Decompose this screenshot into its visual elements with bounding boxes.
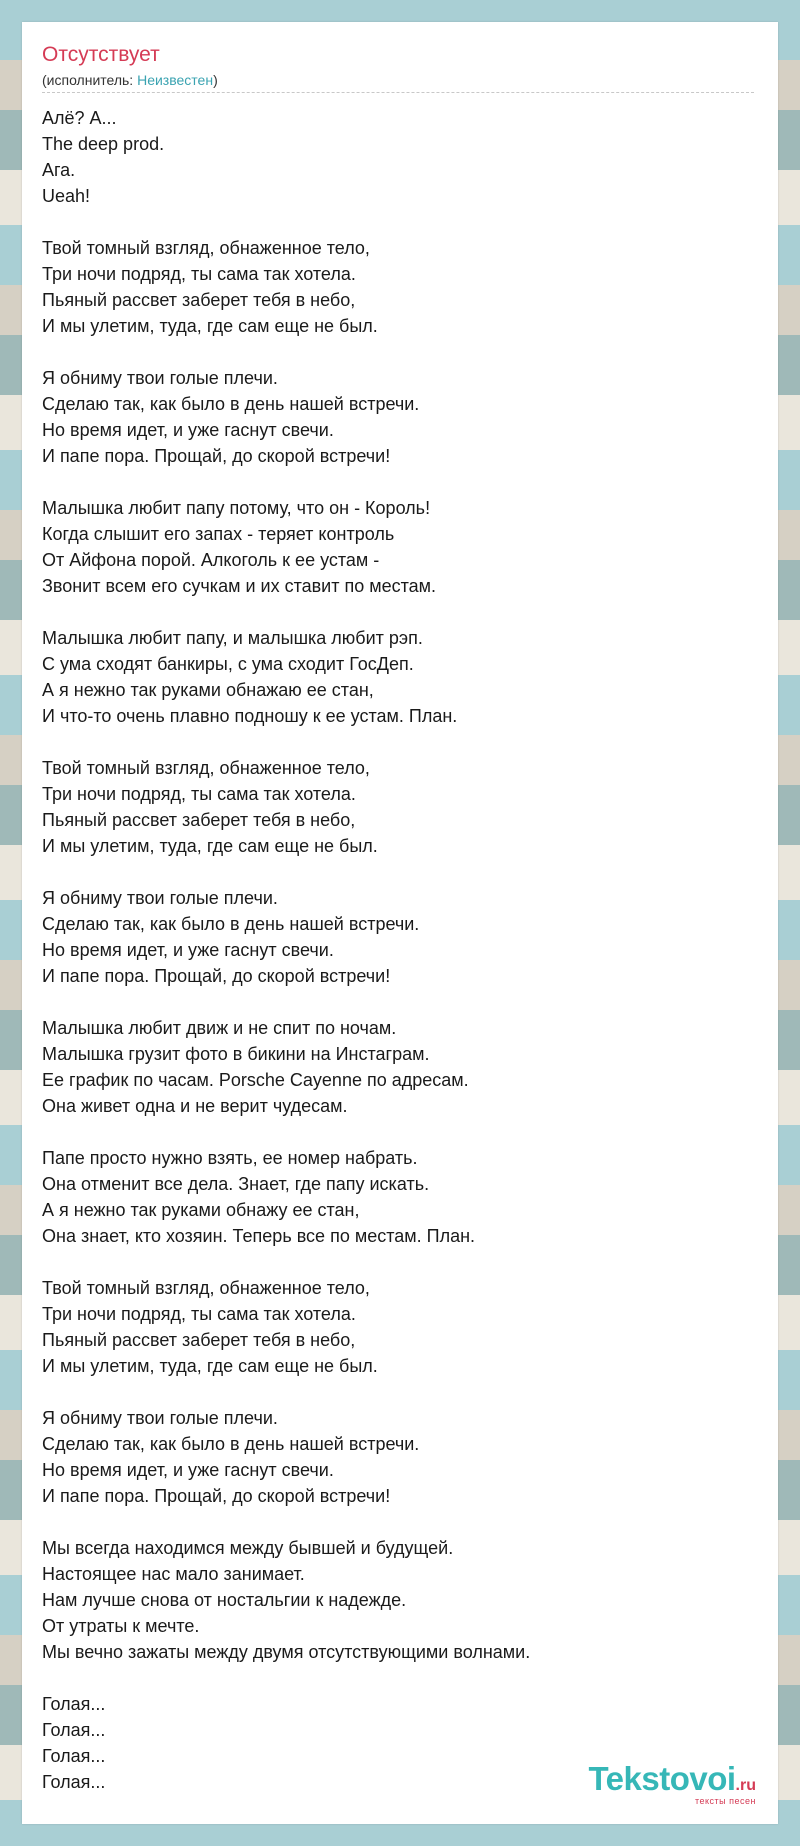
lyrics-line: Три ночи подряд, ты сама так хотела. [42, 1304, 356, 1324]
lyrics-stanza [42, 1015, 762, 1119]
lyrics-line: Звонит всем его сучкам и их ставит по местам. [42, 576, 437, 596]
lyrics-text [42, 105, 762, 1821]
lyrics-line: Малышка любит папу потому, что он - Король! [42, 498, 431, 518]
lyrics-line: И папе пора. Прощай, до скорой встречи! [42, 1486, 391, 1506]
lyrics-line: И мы улетим, туда, где сам еще не был. [42, 316, 378, 336]
lyrics-line: Сделаю так, как было в день нашей встречи. [42, 1434, 420, 1454]
lyrics-line: Нам лучше снова от ностальгии к надежде. [42, 1590, 407, 1610]
lyrics-line: Малышка любит папу, и малышка любит рэп. [42, 628, 423, 648]
lyrics-line: Когда слышит его запах - теряет контроль [42, 524, 395, 544]
lyrics-line: От утраты к мечте. [42, 1616, 200, 1636]
lyrics-line: Сделаю так, как было в день нашей встречи. [42, 394, 420, 414]
lyrics-line: Твой томный взгляд, обнаженное тело, [42, 758, 370, 778]
artist-prefix: (исполнитель: [42, 72, 138, 88]
lyrics-line: Но время идет, и уже гаснут свечи. [42, 940, 334, 960]
lyrics-line: Ueah! [42, 186, 91, 206]
logo-tld: .ru [735, 1777, 756, 1794]
lyrics-stanza [42, 365, 762, 469]
lyrics-line: Три ночи подряд, ты сама так хотела. [42, 264, 356, 284]
lyrics-line: Я обниму твои голые плечи. [42, 368, 278, 388]
lyrics-line: Пьяный рассвет заберет тебя в небо, [42, 290, 356, 310]
lyrics-line: Твой томный взгляд, обнаженное тело, [42, 1278, 370, 1298]
lyrics-line: Мы вечно зажаты между двумя отсутствующими волнами. [42, 1642, 531, 1662]
lyrics-line: И папе пора. Прощай, до скорой встречи! [42, 966, 391, 986]
lyrics-line: Ее график по часам. Porsche Cayenne по адресам. [42, 1070, 469, 1090]
lyrics-line: И мы улетим, туда, где сам еще не был. [42, 836, 378, 856]
lyrics-line: Она отменит все дела. Знает, где папу искать. [42, 1174, 430, 1194]
lyrics-line: Но время идет, и уже гаснут свечи. [42, 420, 334, 440]
song-title: Отсутствует [42, 43, 160, 66]
lyrics-line: А я нежно так руками обнажаю ее стан, [42, 680, 374, 700]
lyrics-line: И мы улетим, туда, где сам еще не был. [42, 1356, 378, 1376]
site-logo[interactable] [588, 1762, 756, 1806]
lyrics-line: Три ночи подряд, ты сама так хотела. [42, 784, 356, 804]
lyrics-line: Алё? А... [42, 108, 117, 128]
lyrics-stanza [42, 625, 762, 729]
lyrics-line: Пьяный рассвет заберет тебя в небо, [42, 810, 356, 830]
logo-tagline: тексты песен [694, 1796, 756, 1806]
lyrics-line: И что-то очень плавно подношу к ее устам. План. [42, 706, 458, 726]
lyrics-stanza [42, 105, 762, 209]
lyrics-line: Пьяный рассвет заберет тебя в небо, [42, 1330, 356, 1350]
lyrics-stanza [42, 1405, 762, 1509]
lyrics-line: Голая... [42, 1694, 106, 1714]
lyrics-line: От Айфона порой. Алкоголь к ее устам - [42, 550, 380, 570]
artist-link[interactable]: Неизвестен [137, 72, 214, 88]
lyrics-line: Ага. [42, 160, 76, 180]
lyrics-line: А я нежно так руками обнажу ее стан, [42, 1200, 360, 1220]
lyrics-line: С ума сходят банкиры, с ума сходит ГосДеп. [42, 654, 414, 674]
lyrics-line: Настоящее нас мало занимает. [42, 1564, 305, 1584]
artist-line [42, 72, 218, 89]
lyrics-stanza [42, 1535, 762, 1665]
lyrics-line: Твой томный взгляд, обнаженное тело, [42, 238, 370, 258]
lyrics-stanza [42, 755, 762, 859]
lyrics-line: Но время идет, и уже гаснут свечи. [42, 1460, 334, 1480]
lyrics-stanza [42, 1145, 762, 1249]
lyrics-stanza [42, 885, 762, 989]
lyrics-line: Сделаю так, как было в день нашей встречи. [42, 914, 420, 934]
lyrics-line: Голая... [42, 1720, 106, 1740]
artist-suffix: ) [213, 72, 218, 88]
lyrics-line: Я обниму твои голые плечи. [42, 888, 278, 908]
lyrics-line: Голая... [42, 1772, 106, 1792]
lyrics-line: Малышка грузит фото в бикини на Инстаграм. [42, 1044, 430, 1064]
lyrics-line: Папе просто нужно взять, ее номер набрать. [42, 1148, 418, 1168]
lyrics-line: Малышка любит движ и не спит по ночам. [42, 1018, 397, 1038]
title-divider [42, 92, 754, 93]
lyrics-line: Она живет одна и не верит чудесам. [42, 1096, 348, 1116]
lyrics-stanza [42, 1275, 762, 1379]
lyrics-line: Голая... [42, 1746, 106, 1766]
lyrics-stanza [42, 235, 762, 339]
lyrics-line: The deep prod. [42, 134, 165, 154]
lyrics-line: Она знает, кто хозяин. Теперь все по местам. План. [42, 1226, 476, 1246]
lyrics-line: Я обниму твои голые плечи. [42, 1408, 278, 1428]
lyrics-card [22, 22, 778, 1824]
lyrics-stanza [42, 495, 762, 599]
lyrics-line: И папе пора. Прощай, до скорой встречи! [42, 446, 391, 466]
lyrics-line: Мы всегда находимся между бывшей и будущей. [42, 1538, 454, 1558]
logo-wordmark: Tekstovoi [588, 1760, 736, 1797]
